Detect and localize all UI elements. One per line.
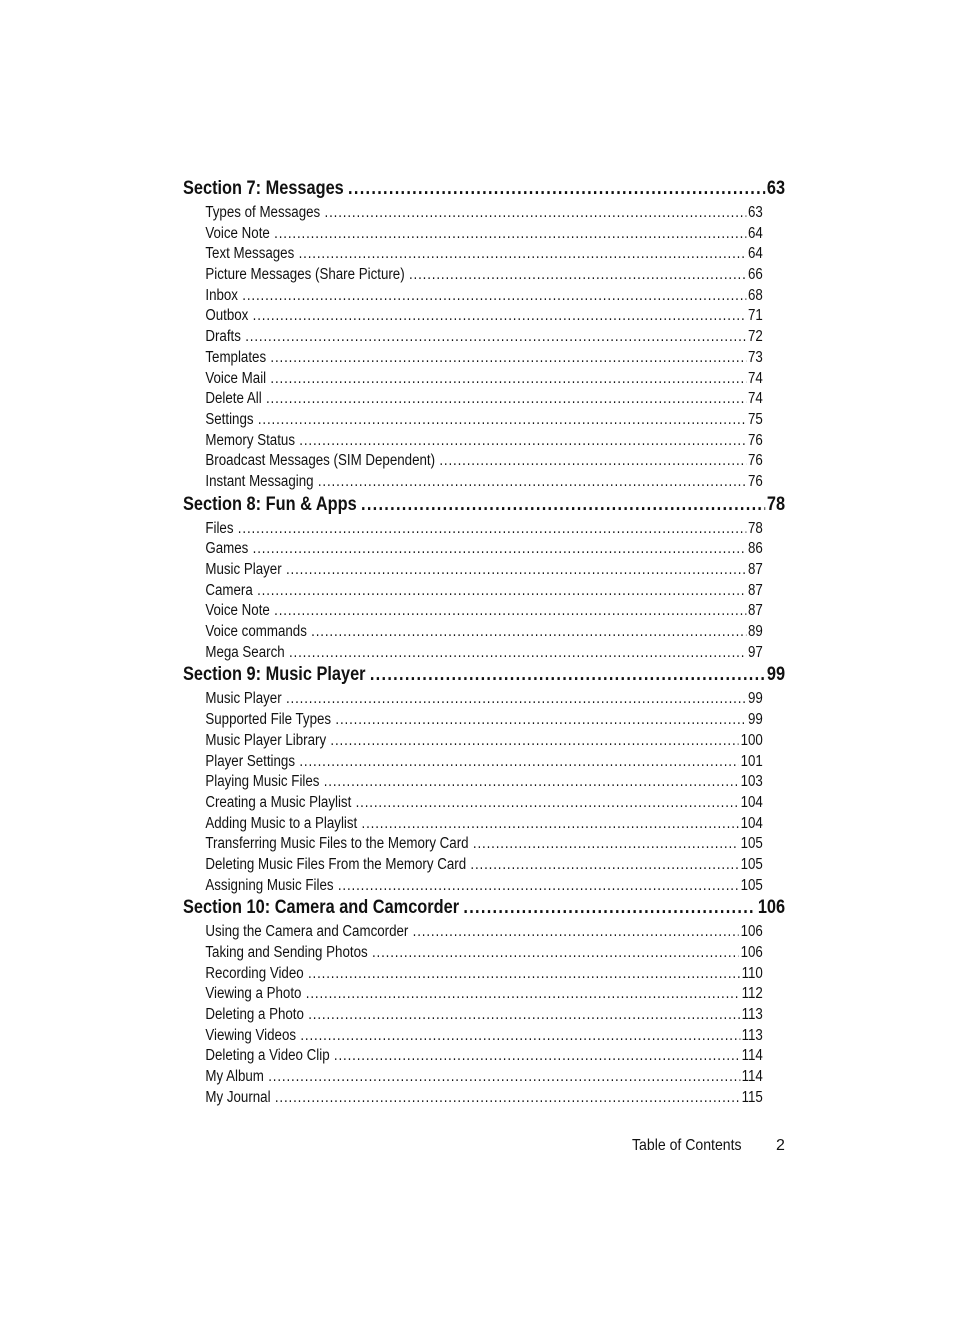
dot-leader [348, 178, 765, 200]
entry-page-number: 89 [748, 623, 763, 641]
entry-label: Recording Video [205, 964, 304, 982]
entry-page-number: 106 [740, 923, 763, 941]
toc-entry[interactable] [183, 965, 763, 986]
entry-label: Outbox [205, 307, 249, 325]
section-page-number: 63 [766, 178, 786, 199]
entry-page-number: 105 [740, 835, 763, 853]
toc-entry[interactable] [183, 1089, 763, 1110]
dot-leader [335, 711, 746, 729]
toc-entry[interactable] [183, 390, 763, 411]
entry-page-number: 64 [748, 245, 763, 263]
dot-leader [463, 897, 756, 919]
entry-label: Taking and Sending Photos [205, 944, 368, 961]
entry-page-number: 75 [748, 410, 763, 428]
entry-page-number: 105 [740, 876, 763, 894]
dot-leader [238, 520, 746, 538]
toc-entry[interactable] [183, 582, 763, 603]
entry-page-number: 74 [748, 390, 763, 408]
entry-label: Drafts [205, 328, 241, 346]
dot-leader [299, 245, 747, 263]
entry-label: Text Messages [205, 245, 295, 263]
toc-entry[interactable] [183, 835, 763, 856]
toc-entry[interactable] [183, 794, 763, 815]
entry-page-number: 86 [748, 540, 763, 558]
dot-leader [257, 582, 746, 600]
entry-page-number: 73 [748, 348, 763, 366]
entry-label: Voice Note [205, 602, 270, 620]
footer-label: Table of Contents [632, 1137, 742, 1154]
dot-leader [372, 944, 739, 962]
toc-entry[interactable] [183, 773, 763, 794]
dot-leader [286, 690, 746, 708]
toc-entry[interactable] [183, 245, 763, 266]
toc-entry[interactable] [183, 732, 763, 753]
dot-leader [362, 815, 739, 833]
entry-page-number: 103 [740, 773, 763, 791]
entry-page-number: 76 [748, 472, 763, 490]
entry-label: Files [205, 519, 234, 537]
entry-label: Voice Mail [205, 369, 267, 387]
toc-entry[interactable] [183, 944, 763, 965]
dot-leader [356, 794, 739, 812]
dot-leader [308, 965, 740, 983]
dot-leader [253, 540, 747, 558]
entry-label: Types of Messages [205, 204, 321, 221]
entry-page-number: 64 [748, 224, 763, 242]
dot-leader [361, 494, 765, 516]
toc-entry[interactable] [183, 473, 763, 494]
toc-entry[interactable] [183, 452, 763, 473]
toc-section [183, 897, 785, 1109]
section-title: Section 10: Camera and Camcorder [183, 897, 460, 919]
entry-label: Transferring Music Files to the Memory Card [205, 835, 469, 853]
toc-section [183, 664, 785, 897]
entry-label: Deleting Music Files From the Memory Card [205, 855, 467, 873]
dot-leader [413, 923, 739, 941]
entry-label: Supported File Types [205, 711, 332, 729]
entry-label: Templates [205, 348, 267, 366]
dot-leader [270, 349, 746, 367]
toc-entry[interactable] [183, 349, 763, 370]
section-page-number: 78 [766, 493, 786, 515]
toc-entry[interactable] [183, 1068, 763, 1089]
dot-leader [470, 856, 738, 874]
table-of-contents [183, 178, 785, 1110]
dot-leader [245, 328, 746, 346]
toc-entry[interactable] [183, 225, 763, 246]
entry-page-number: 104 [740, 814, 763, 832]
entry-label: Deleting a Photo [205, 1006, 304, 1024]
toc-entry[interactable] [183, 711, 763, 732]
toc-entry[interactable] [183, 307, 763, 328]
toc-entry[interactable] [183, 540, 763, 561]
entry-page-number: 105 [740, 855, 763, 873]
dot-leader [439, 452, 746, 470]
toc-entry[interactable] [183, 753, 763, 774]
entry-label: Memory Status [205, 431, 296, 449]
dot-leader [299, 432, 746, 450]
entry-label: Settings [205, 410, 254, 428]
toc-entry[interactable] [183, 877, 763, 898]
entry-label: Using the Camera and Camcorder [205, 923, 409, 941]
dot-leader [370, 664, 765, 686]
dot-leader [258, 411, 746, 429]
entry-page-number: 78 [748, 519, 763, 537]
entry-label: My Journal [205, 1088, 271, 1106]
toc-entry[interactable] [183, 602, 763, 623]
entry-label: Music Player [205, 690, 282, 708]
entry-page-number: 87 [748, 581, 763, 599]
dot-leader [268, 1068, 740, 1086]
entry-page-number: 76 [748, 452, 763, 470]
toc-section [183, 178, 785, 494]
dot-leader [300, 1027, 740, 1045]
entry-page-number: 114 [741, 1047, 763, 1065]
toc-entry[interactable] [183, 328, 763, 349]
toc-entry[interactable] [183, 815, 763, 836]
section-heading[interactable] [183, 897, 785, 923]
toc-entry[interactable] [183, 520, 763, 541]
entry-label: Voice commands [205, 623, 307, 641]
toc-entry[interactable] [183, 1027, 763, 1048]
entry-page-number: 87 [748, 561, 763, 578]
dot-leader [308, 1006, 740, 1024]
dot-leader [409, 266, 746, 284]
entry-page-number: 106 [740, 944, 763, 961]
toc-entry[interactable] [183, 690, 763, 711]
entry-page-number: 101 [740, 752, 763, 770]
entry-label: Player Settings [205, 752, 296, 770]
entry-page-number: 74 [748, 369, 763, 387]
dot-leader [274, 225, 746, 243]
entry-label: Creating a Music Playlist [205, 793, 352, 811]
entry-label: Music Player Library [205, 731, 327, 749]
dot-leader [242, 287, 746, 305]
dot-leader [330, 732, 738, 750]
dot-leader [306, 985, 740, 1003]
section-heading[interactable] [183, 664, 785, 690]
entry-page-number: 100 [740, 731, 763, 749]
toc-entry[interactable] [183, 623, 763, 644]
dot-leader [253, 307, 747, 325]
section-title: Section 9: Music Player [183, 664, 366, 686]
section-heading[interactable] [183, 494, 785, 520]
entry-page-number: 66 [748, 266, 763, 284]
dot-leader [324, 773, 739, 791]
dot-leader [311, 623, 746, 641]
entry-page-number: 114 [741, 1068, 763, 1086]
toc-entry[interactable] [183, 1047, 763, 1068]
entry-page-number: 112 [741, 985, 763, 1003]
toc-entry[interactable] [183, 204, 763, 225]
entry-label: Adding Music to a Playlist [205, 814, 358, 832]
entry-page-number: 99 [748, 690, 763, 708]
entry-page-number: 113 [741, 1026, 763, 1044]
entry-label: Games [205, 540, 249, 558]
entry-page-number: 113 [741, 1006, 763, 1024]
entry-label: Broadcast Messages (SIM Dependent) [205, 452, 436, 470]
toc-entry[interactable] [183, 923, 763, 944]
section-page-number: 99 [766, 664, 786, 686]
dot-leader [270, 370, 746, 388]
dot-leader [334, 1047, 740, 1065]
dot-leader [318, 473, 746, 491]
entry-page-number: 71 [748, 307, 763, 325]
entry-label: Assigning Music Files [205, 876, 334, 894]
toc-entry[interactable] [183, 561, 763, 582]
entry-label: Deleting a Video Clip [205, 1047, 330, 1065]
entry-label: Playing Music Files [205, 773, 320, 791]
section-heading[interactable] [183, 178, 785, 204]
dot-leader [266, 390, 746, 408]
entry-label: Mega Search [205, 643, 285, 661]
toc-entry[interactable] [183, 411, 763, 432]
toc-section [183, 494, 785, 665]
entry-label: Delete All [205, 390, 262, 408]
entry-label: Inbox [205, 286, 238, 304]
entry-label: Camera [205, 581, 253, 599]
entry-page-number: 68 [748, 286, 763, 304]
section-title: Section 8: Fun & Apps [183, 493, 357, 515]
toc-entry[interactable] [183, 1006, 763, 1027]
entry-label: Picture Messages (Share Picture) [205, 266, 405, 284]
page-number: 2 [776, 1137, 785, 1154]
section-page-number: 106 [757, 897, 786, 919]
toc-entry[interactable] [183, 370, 763, 391]
toc-entry[interactable] [183, 266, 763, 287]
section-title: Section 7: Messages [183, 178, 344, 199]
dot-leader [289, 644, 746, 662]
entry-page-number: 115 [741, 1088, 763, 1106]
toc-entry[interactable] [183, 856, 763, 877]
entry-label: Viewing Videos [205, 1026, 297, 1044]
dot-leader [286, 561, 746, 579]
dot-leader [338, 877, 739, 895]
dot-leader [299, 753, 739, 771]
entry-page-number: 99 [748, 711, 763, 729]
entry-page-number: 110 [741, 964, 763, 982]
dot-leader [274, 602, 746, 620]
toc-entry[interactable] [183, 432, 763, 453]
entry-page-number: 76 [748, 431, 763, 449]
entry-page-number: 63 [748, 204, 763, 221]
toc-entry[interactable] [183, 287, 763, 308]
entry-page-number: 104 [740, 793, 763, 811]
entry-label: My Album [205, 1068, 264, 1086]
dot-leader [325, 204, 747, 222]
entry-label: Voice Note [205, 224, 270, 242]
entry-page-number: 72 [748, 328, 763, 346]
toc-entry[interactable] [183, 985, 763, 1006]
entry-label: Viewing a Photo [205, 985, 302, 1003]
dot-leader [473, 835, 739, 853]
entry-label: Instant Messaging [205, 472, 314, 490]
entry-page-number: 97 [748, 643, 763, 661]
entry-page-number: 87 [748, 602, 763, 620]
dot-leader [275, 1089, 740, 1107]
toc-entry[interactable] [183, 644, 763, 665]
entry-label: Music Player [205, 561, 282, 578]
